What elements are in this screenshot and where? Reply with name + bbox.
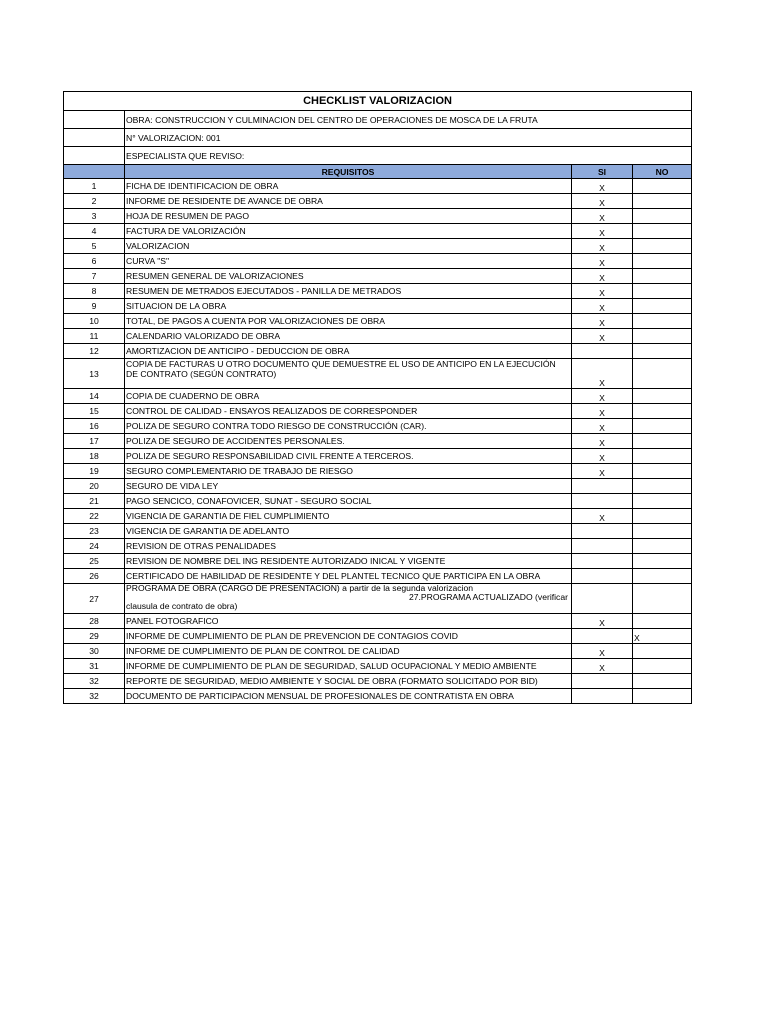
row-number: 14 <box>64 389 125 404</box>
obra-text: OBRA: CONSTRUCCION Y CULMINACION DEL CENTRO DE OPERACIONES DE MOSCA DE LA FRUTA <box>125 111 692 129</box>
row-number: 5 <box>64 239 125 254</box>
requisito-text: HOJA DE RESUMEN DE PAGO <box>125 209 572 224</box>
requisito-line: PROGRAMA DE OBRA (CARGO DE PRESENTACION) a partir de la segunda valorizacion <box>126 583 474 593</box>
no-mark <box>633 584 692 614</box>
row-number: 16 <box>64 419 125 434</box>
checklist-row <box>64 644 692 659</box>
checklist-row <box>64 194 692 209</box>
row-number: 25 <box>64 554 125 569</box>
requisito-text: VIGENCIA DE GARANTIA DE ADELANTO <box>125 524 572 539</box>
row-number: 10 <box>64 314 125 329</box>
empty-cell <box>64 129 125 147</box>
checklist-row <box>64 359 692 389</box>
si-mark: X <box>572 284 633 299</box>
requisito-text: REVISION DE OTRAS PENALIDADES <box>125 539 572 554</box>
si-mark: X <box>572 329 633 344</box>
si-mark <box>572 524 633 539</box>
requisito-text: CALENDARIO VALORIZADO DE OBRA <box>125 329 572 344</box>
checklist-title: CHECKLIST VALORIZACION <box>64 92 692 111</box>
no-mark: X <box>633 629 692 644</box>
row-number: 9 <box>64 299 125 314</box>
si-mark: X <box>572 314 633 329</box>
si-mark: X <box>572 389 633 404</box>
si-mark: X <box>572 254 633 269</box>
row-number: 12 <box>64 344 125 359</box>
requisito-text: PAGO SENCICO, CONAFOVICER, SUNAT - SEGURO SOCIAL <box>125 494 572 509</box>
si-mark: X <box>572 359 633 389</box>
row-number: 8 <box>64 284 125 299</box>
si-mark: X <box>572 464 633 479</box>
no-mark <box>633 239 692 254</box>
empty-cell <box>64 147 125 165</box>
si-mark: X <box>572 239 633 254</box>
title-row <box>64 92 692 111</box>
si-mark: X <box>572 269 633 284</box>
requisito-text: RESUMEN DE METRADOS EJECUTADOS - PANILLA DE METRADOS <box>125 284 572 299</box>
checklist-row <box>64 434 692 449</box>
row-number: 28 <box>64 614 125 629</box>
checklist-row <box>64 689 692 704</box>
row-number: 27 <box>64 584 125 614</box>
no-mark <box>633 614 692 629</box>
no-mark <box>633 299 692 314</box>
requisito-text: SEGURO DE VIDA LEY <box>125 479 572 494</box>
si-mark: X <box>572 614 633 629</box>
no-mark <box>633 569 692 584</box>
row-number: 20 <box>64 479 125 494</box>
no-mark <box>633 389 692 404</box>
si-mark: X <box>572 434 633 449</box>
valorizacion-number: N° VALORIZACION: 001 <box>125 129 692 147</box>
si-mark <box>572 674 633 689</box>
requisito-text: VALORIZACION <box>125 239 572 254</box>
si-mark <box>572 479 633 494</box>
no-mark <box>633 674 692 689</box>
checklist-row <box>64 524 692 539</box>
si-mark <box>572 629 633 644</box>
checklist-row <box>64 239 692 254</box>
requisito-text: INFORME DE RESIDENTE DE AVANCE DE OBRA <box>125 194 572 209</box>
no-mark <box>633 449 692 464</box>
row-number: 24 <box>64 539 125 554</box>
checklist-row <box>64 314 692 329</box>
checklist-row <box>64 299 692 314</box>
checklist-row <box>64 344 692 359</box>
no-mark <box>633 554 692 569</box>
especialista-label: ESPECIALISTA QUE REVISO: <box>125 147 692 165</box>
no-mark <box>633 509 692 524</box>
header-row <box>64 165 692 179</box>
row-number: 31 <box>64 659 125 674</box>
requisito-text: INFORME DE CUMPLIMIENTO DE PLAN DE SEGURIDAD, SALUD OCUPACIONAL Y MEDIO AMBIENTE <box>125 659 572 674</box>
requisito-text: REPORTE DE SEGURIDAD, MEDIO AMBIENTE Y SOCIAL DE OBRA (FORMATO SOLICITADO POR BID) <box>125 674 572 689</box>
row-number: 23 <box>64 524 125 539</box>
requisito-text: CERTIFICADO DE HABILIDAD DE RESIDENTE Y DEL PLANTEL TECNICO QUE PARTICIPA EN LA OBRA <box>125 569 572 584</box>
header-empty <box>64 165 125 179</box>
checklist-row <box>64 584 692 614</box>
row-number: 18 <box>64 449 125 464</box>
si-mark <box>572 539 633 554</box>
valorizacion-row <box>64 129 692 147</box>
row-number: 26 <box>64 569 125 584</box>
si-mark <box>572 344 633 359</box>
requisito-text <box>125 584 572 614</box>
row-number: 22 <box>64 509 125 524</box>
especialista-row <box>64 147 692 165</box>
si-mark <box>572 494 633 509</box>
no-mark <box>633 224 692 239</box>
requisito-text: REVISION DE NOMBRE DEL ING RESIDENTE AUTORIZADO INICAL Y VIGENTE <box>125 554 572 569</box>
requisito-text: CONTROL DE CALIDAD - ENSAYOS REALIZADOS DE CORRESPONDER <box>125 404 572 419</box>
no-mark <box>633 329 692 344</box>
row-number: 19 <box>64 464 125 479</box>
checklist-row <box>64 254 692 269</box>
checklist-row <box>64 464 692 479</box>
no-mark <box>633 314 692 329</box>
requisito-text: INFORME DE CUMPLIMIENTO DE PLAN DE CONTROL DE CALIDAD <box>125 644 572 659</box>
no-mark <box>633 464 692 479</box>
requisito-line: clausula de contrato de obra) <box>126 601 238 611</box>
si-mark <box>572 584 633 614</box>
checklist-row <box>64 389 692 404</box>
checklist-row <box>64 614 692 629</box>
no-mark <box>633 644 692 659</box>
requisito-text: RESUMEN GENERAL DE VALORIZACIONES <box>125 269 572 284</box>
checklist-row <box>64 179 692 194</box>
si-mark <box>572 554 633 569</box>
no-mark <box>633 209 692 224</box>
row-number: 29 <box>64 629 125 644</box>
row-number: 32 <box>64 689 125 704</box>
no-mark <box>633 539 692 554</box>
row-number: 1 <box>64 179 125 194</box>
no-mark <box>633 419 692 434</box>
requisito-text: VIGENCIA DE GARANTIA DE FIEL CUMPLIMIENTO <box>125 509 572 524</box>
requisito-text: PANEL FOTOGRAFICO <box>125 614 572 629</box>
row-number: 13 <box>64 359 125 389</box>
si-mark: X <box>572 209 633 224</box>
row-number: 30 <box>64 644 125 659</box>
checklist-row <box>64 224 692 239</box>
row-number: 6 <box>64 254 125 269</box>
row-number: 2 <box>64 194 125 209</box>
si-mark: X <box>572 659 633 674</box>
si-mark: X <box>572 509 633 524</box>
no-mark <box>633 494 692 509</box>
si-mark: X <box>572 644 633 659</box>
si-mark <box>572 689 633 704</box>
checklist-row <box>64 269 692 284</box>
no-mark <box>633 404 692 419</box>
no-mark <box>633 359 692 389</box>
requisito-text: COPIA DE FACTURAS U OTRO DOCUMENTO QUE DEMUESTRE EL USO DE ANTICIPO EN LA EJECUCIÓN DE CONTRATO (SEGÚN CONTRATO) <box>125 359 572 389</box>
si-mark: X <box>572 194 633 209</box>
requisito-text: INFORME DE CUMPLIMIENTO DE PLAN DE PREVENCION DE CONTAGIOS COVID <box>125 629 572 644</box>
requisito-text: POLIZA DE SEGURO CONTRA TODO RIESGO DE CONSTRUCCIÓN (CAR). <box>125 419 572 434</box>
requisito-text: DOCUMENTO DE PARTICIPACION MENSUAL DE PROFESIONALES DE CONTRATISTA EN OBRA <box>125 689 572 704</box>
no-mark <box>633 179 692 194</box>
checklist-row <box>64 284 692 299</box>
checklist-row <box>64 509 692 524</box>
row-number: 11 <box>64 329 125 344</box>
no-mark <box>633 344 692 359</box>
requisito-text: AMORTIZACION DE ANTICIPO - DEDUCCION DE OBRA <box>125 344 572 359</box>
checklist-row <box>64 404 692 419</box>
empty-cell <box>64 111 125 129</box>
requisito-text: COPIA DE CUADERNO DE OBRA <box>125 389 572 404</box>
row-number: 3 <box>64 209 125 224</box>
no-mark <box>633 479 692 494</box>
requisito-text: TOTAL, DE PAGOS A CUENTA POR VALORIZACIONES DE OBRA <box>125 314 572 329</box>
checklist-table <box>63 91 692 704</box>
requisito-text: CURVA "S" <box>125 254 572 269</box>
row-number: 17 <box>64 434 125 449</box>
checklist-row <box>64 659 692 674</box>
row-number: 21 <box>64 494 125 509</box>
row-number: 7 <box>64 269 125 284</box>
row-number: 4 <box>64 224 125 239</box>
checklist-row <box>64 209 692 224</box>
checklist-row <box>64 449 692 464</box>
no-mark <box>633 689 692 704</box>
si-mark: X <box>572 404 633 419</box>
no-mark <box>633 269 692 284</box>
checklist-row <box>64 329 692 344</box>
no-mark <box>633 659 692 674</box>
si-mark: X <box>572 224 633 239</box>
no-mark <box>633 434 692 449</box>
checklist-row <box>64 629 692 644</box>
checklist-row <box>64 419 692 434</box>
checklist-row <box>64 554 692 569</box>
si-mark: X <box>572 299 633 314</box>
checklist-row <box>64 494 692 509</box>
row-number: 32 <box>64 674 125 689</box>
row-number: 15 <box>64 404 125 419</box>
si-mark: X <box>572 419 633 434</box>
si-mark: X <box>572 179 633 194</box>
no-mark <box>633 254 692 269</box>
requisito-text: SEGURO COMPLEMENTARIO DE TRABAJO DE RIESGO <box>125 464 572 479</box>
obra-row <box>64 111 692 129</box>
checklist-row <box>64 479 692 494</box>
si-mark <box>572 569 633 584</box>
requisito-text: FACTURA DE VALORIZACIÓN <box>125 224 572 239</box>
requisito-line: 27.PROGRAMA ACTUALIZADO (verificar <box>408 592 568 602</box>
header-no: NO <box>633 165 692 179</box>
requisito-text: FICHA DE IDENTIFICACION DE OBRA <box>125 179 572 194</box>
requisito-text: POLIZA DE SEGURO RESPONSABILIDAD CIVIL FRENTE A TERCEROS. <box>125 449 572 464</box>
no-mark <box>633 524 692 539</box>
no-mark <box>633 284 692 299</box>
checklist-row <box>64 539 692 554</box>
si-mark: X <box>572 449 633 464</box>
checklist-row <box>64 569 692 584</box>
header-requisitos: REQUISITOS <box>125 165 572 179</box>
header-si: SI <box>572 165 633 179</box>
no-mark <box>633 194 692 209</box>
requisito-text: SITUACION DE LA OBRA <box>125 299 572 314</box>
requisito-text: POLIZA DE SEGURO DE ACCIDENTES PERSONALES. <box>125 434 572 449</box>
checklist-row <box>64 674 692 689</box>
